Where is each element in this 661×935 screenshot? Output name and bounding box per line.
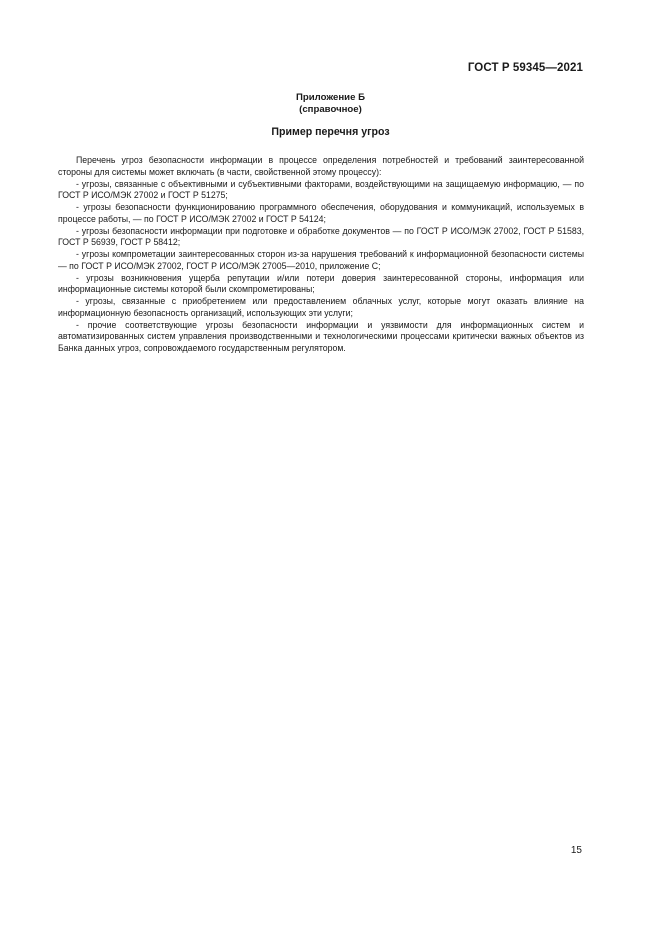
annex-label: Приложение Б (296, 92, 365, 103)
list-item: - угрозы безопасности функционированию программного обеспечения, оборудования и коммуникаций, используемых в процессе работы, — по ГОСТ Р ИСО/МЭК 27002 и ГОСТ Р 54124; (58, 202, 584, 224)
list-item: - прочие соответствующие угрозы безопасности информации и уязвимости для информационных систем и автоматизированных систем управления производственными и технологическими процессами критически важных объектов из Банка данных угроз, сопровождаемого государственным регулятором. (58, 319, 584, 353)
intro-paragraph: Перечень угроз безопасности информации в процессе определения потребностей и требований заинтересованной стороны для системы может включать (в части, свойственной этому процессу): (58, 155, 584, 177)
page-number: 15 (570, 845, 582, 856)
list-item: - угрозы возникновения ущерба репутации и/или потери доверия заинтересованной стороны, информация или информационные системы которой были скомпрометированы; (58, 272, 584, 295)
list-item: - угрозы безопасности информации при подготовке и обработке документов — по ГОСТ Р ИСО/МЭК 27002, ГОСТ Р 51583, ГОСТ Р 56939, ГОСТ Р 58412; (58, 225, 584, 248)
list-item: - угрозы компрометации заинтересованных сторон из-за нарушения требований к информационной безопасности системы — по ГОСТ Р ИСО/МЭК 27002, ГОСТ Р ИСО/МЭК 27005—2010, приложение С; (58, 249, 584, 271)
annex-heading (0, 92, 661, 116)
document-code: ГОСТ Р 59345—2021 (467, 62, 583, 74)
annex-body (58, 155, 584, 355)
list-item: - угрозы, связанные с объективными и субъективными факторами, воздействующими на защищаемую информацию, — по ГОСТ Р ИСО/МЭК 27002 и ГОСТ Р 51275; (58, 178, 584, 201)
annex-title: Пример перечня угроз (271, 126, 390, 138)
list-item: - угрозы, связанные с приобретением или предоставлением облачных услуг, которые могут оказать влияние на информационную безопасность организаций, использующих эти услуги; (58, 296, 584, 318)
annex-status: (справочное) (299, 104, 362, 115)
